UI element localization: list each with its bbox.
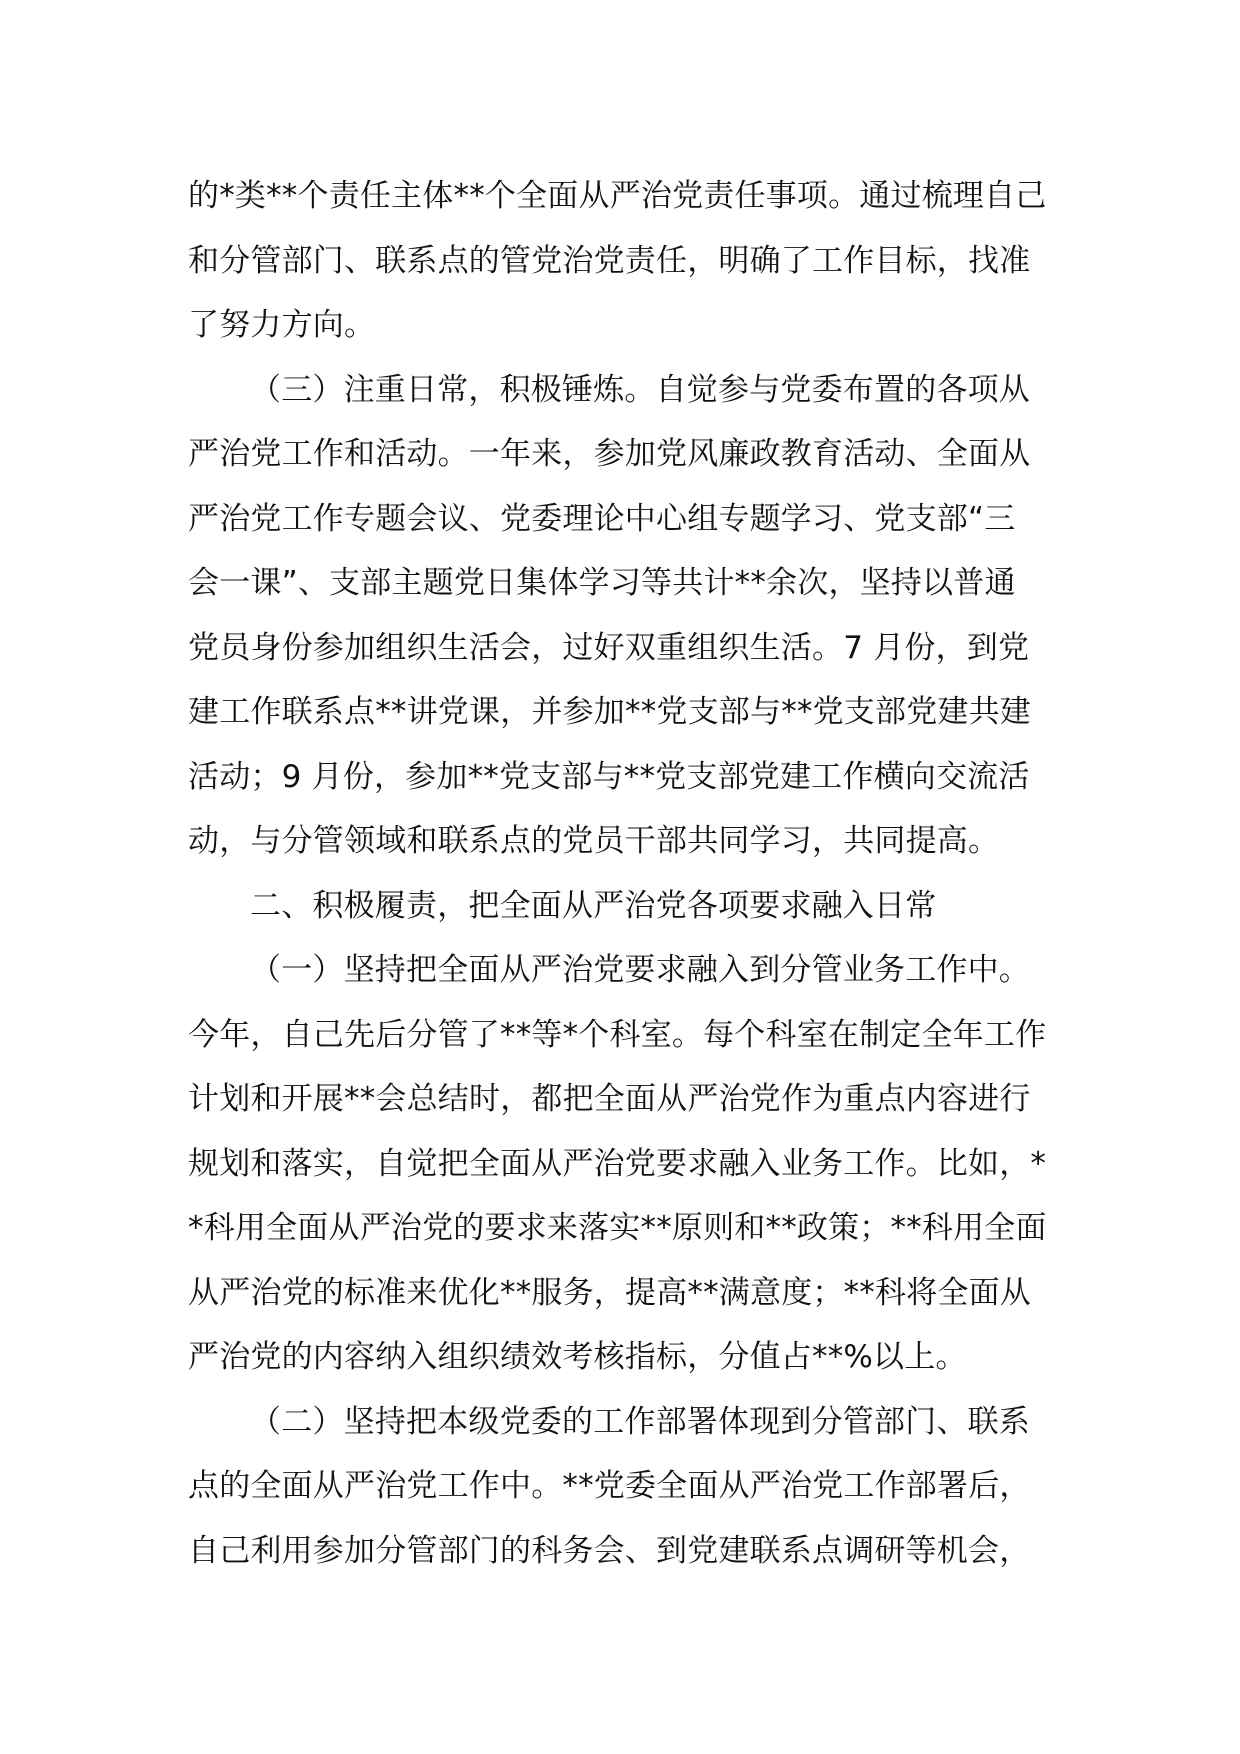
paragraph-line: 党员身份参加组织生活会，过好双重组织生活。7 月份，到党 xyxy=(188,629,1030,666)
paragraph-line: （三）注重日常，积极锤炼。自觉参与党委布置的各项从 xyxy=(250,371,1030,408)
paragraph-line: 从严治党的标准来优化**服务，提高**满意度；**科将全面从 xyxy=(188,1274,1031,1311)
paragraph-line: 自己利用参加分管部门的科务会、到党建联系点调研等机会， xyxy=(188,1532,1031,1569)
paragraph-line: 点的全面从严治党工作中。**党委全面从严治党工作部署后， xyxy=(188,1468,1031,1504)
paragraph-line: 建工作联系点**讲党课，并参加**党支部与**党支部党建共建 xyxy=(188,694,1031,730)
paragraph-line: 严治党工作和活动。一年来，参加党风廉政教育活动、全面从 xyxy=(188,436,1031,472)
paragraph-line: 规划和落实，自觉把全面从严治党要求融入业务工作。比如，* xyxy=(188,1145,1047,1182)
document-body xyxy=(188,164,1058,1583)
paragraph-line: 计划和开展**会总结时，都把全面从严治党作为重点内容进行 xyxy=(188,1081,1031,1117)
paragraph-line: 会一课”、支部主题党日集体学习等共计**余次，坚持以普通 xyxy=(188,565,1016,601)
paragraph-line: 严治党工作专题会议、党委理论中心组专题学习、党支部“三 xyxy=(188,500,1016,537)
paragraph-line: 动，与分管领域和联系点的党员干部共同学习，共同提高。 xyxy=(188,823,1000,859)
paragraph-line: 今年，自己先后分管了**等*个科室。每个科室在制定全年工作 xyxy=(188,1016,1047,1053)
paragraph-line: 了努力方向。 xyxy=(188,307,376,343)
paragraph-line: （一）坚持把全面从严治党要求融入到分管业务工作中。 xyxy=(250,952,1030,988)
paragraph-line: 活动；9 月份，参加**党支部与**党支部党建工作横向交流活 xyxy=(188,758,1030,795)
paragraph-line: 和分管部门、联系点的管党治党责任，明确了工作目标，找准 xyxy=(188,242,1031,279)
section-heading: 二、积极履责，把全面从严治党各项要求融入日常 xyxy=(250,887,937,924)
paragraph-line: （二）坚持把本级党委的工作部署体现到分管部门、联系 xyxy=(250,1403,1030,1440)
paragraph-line: 的*类**个责任主体**个全面从严治党责任事项。通过梳理自己 xyxy=(188,178,1047,214)
paragraph-line: *科用全面从严治党的要求来落实**原则和**政策；**科用全面 xyxy=(188,1210,1047,1246)
paragraph-line: 严治党的内容纳入组织绩效考核指标，分值占**%以上。 xyxy=(188,1339,967,1375)
